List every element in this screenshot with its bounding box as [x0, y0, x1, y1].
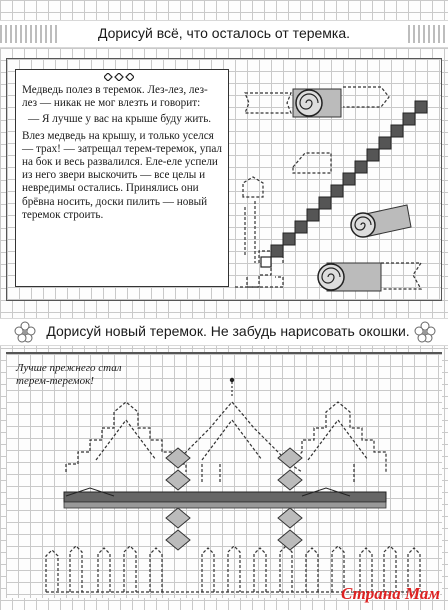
story-box: [15, 69, 229, 287]
plank-outline: [245, 93, 291, 113]
cross-beam: [64, 492, 386, 502]
story-paragraph-3: Влез медведь на крышу, и только уселся — трах! — затрещал терем-теремок, упал на бок и весь развалился. Еле-еле успели из него звери выскочить — все целы и невредимы остались. Принялись они брёвна носить, доски пилить — новый теремок строить.: [22, 129, 222, 221]
ruined-house-drawing: [231, 67, 435, 295]
flower-icon: [414, 321, 436, 343]
house-caption: Лучше прежнего стал терем-теремок!: [16, 362, 122, 387]
section-2-panel: [6, 352, 442, 598]
watermark-logo: Страна Мам: [340, 584, 440, 603]
diamond-ornament-icon: [104, 73, 134, 81]
section-1-title: Дорисуй всё, что осталось от теремка.: [97, 25, 351, 41]
story-paragraph-2: — Я лучше у вас на крыше буду жить.: [28, 113, 212, 126]
roof-beam-staircase: [271, 101, 427, 257]
section-1-panel: [6, 58, 442, 301]
roof-right-outline: [290, 402, 386, 472]
new-house-drawing: [6, 354, 442, 600]
section-1-header: [0, 20, 448, 48]
square-window: [261, 257, 271, 267]
story-paragraph-1: Медведь полез в теремок. Лез-лез, лез-лез — никак не мог влезть и говорит:: [22, 84, 208, 110]
section-2-title: Дорисуй новый теремок. Не забудь нарисовать окошки.: [46, 323, 410, 339]
roof-left-outline: [66, 402, 186, 472]
section-2-header: [0, 318, 448, 346]
